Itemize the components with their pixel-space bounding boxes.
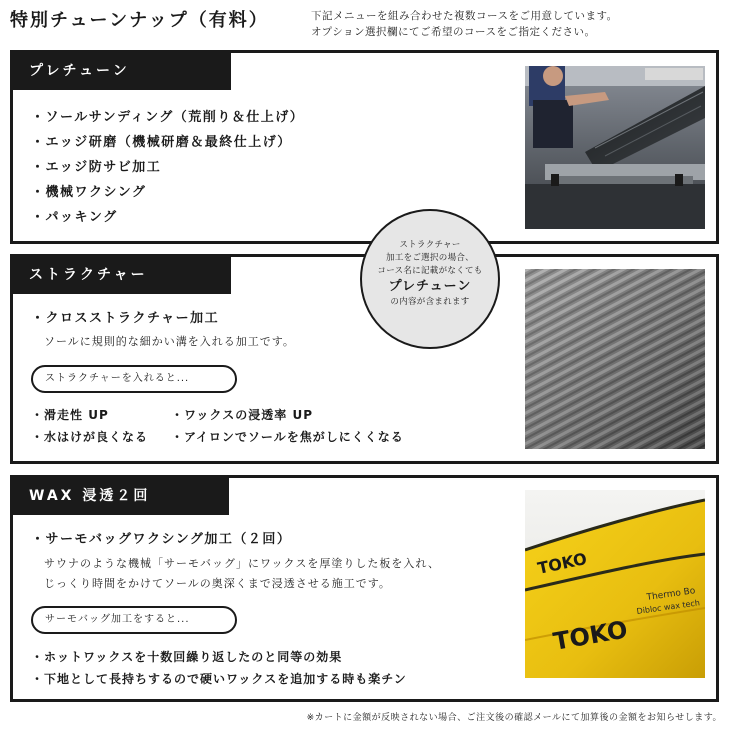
structure-benefit-pill: ストラクチャーを入れると... [31, 365, 237, 393]
bubble-highlight: プレチューン [388, 279, 472, 294]
section-wax [10, 475, 719, 702]
bubble-line: ストラクチャー [399, 240, 461, 250]
bag-label: Dibloc wax tech [636, 598, 701, 616]
bubble-line: 加工をご選択の場合、 [385, 253, 474, 263]
info-bubble [360, 209, 500, 349]
structure-sole-photo [525, 269, 705, 449]
section-tab-structure: ストラクチャー [13, 257, 231, 294]
page-title: 特別チューンナップ（有料） [10, 10, 269, 31]
footnote: ※カートに金額が反映されない場合、ご注文後の確認メールにて加算後の金額をお知らせします。 [306, 713, 722, 723]
list-item: ・ 機械ワクシング [31, 180, 304, 205]
wax-benefit-pill: サーモバッグ加工をすると... [31, 606, 237, 634]
list-item: ・ エッジ研磨（機械研磨＆最終仕上げ） [31, 130, 304, 155]
brand-text: TOKO [535, 548, 589, 578]
wax-list [31, 530, 291, 550]
structure-description: ソールに規則的な細かい溝を入れる加工です。 [44, 335, 295, 348]
benefit-item: ・ 水はけが良くなる [31, 428, 148, 445]
structure-list [31, 309, 219, 329]
benefit-item: ・ アイロンでソールを焦がしにくくなる [171, 428, 404, 445]
header-desc-line: 下記メニューを組み合わせた複数コースをご用意しています。 [311, 10, 618, 22]
wax-description-line: じっくり時間をかけてソールの奥深くまで浸透させる施工です。 [44, 577, 391, 590]
bubble-line: の内容が含まれます [390, 297, 470, 307]
benefit-item: ・ ホットワックスを十数回繰り返したのと同等の効果 [31, 648, 342, 665]
bag-label: Thermo Bo [646, 586, 697, 603]
list-item: ・ パッキング [31, 205, 304, 230]
benefit-item: ・ 滑走性 UP [31, 406, 109, 423]
bubble-line: コース名に記載がなくても [377, 266, 483, 276]
section-tab-wax: WAX 浸透２回 [13, 478, 229, 515]
tuning-machine-photo [525, 66, 705, 229]
list-item: ・ ソールサンディング（荒削り＆仕上げ） [31, 105, 304, 130]
header-desc-line: オプション選択欄にてご希望のコースをご指定ください。 [311, 26, 596, 38]
section-tab-pretune: プレチューン [13, 53, 231, 90]
list-item: ・ サーモバッグワクシング加工（２回） [31, 530, 291, 550]
thermo-bag-photo [525, 490, 705, 678]
benefit-item: ・ 下地として長持ちするので硬いワックスを追加する時も楽チン [31, 670, 407, 687]
brand-text: TOKO [551, 615, 630, 656]
list-item: ・ エッジ防サビ加工 [31, 155, 304, 180]
benefit-item: ・ ワックスの浸透率 UP [171, 406, 313, 423]
list-item: ・ クロスストラクチャー加工 [31, 309, 219, 329]
pretune-list [31, 105, 304, 230]
wax-description-line: サウナのような機械「サーモバッグ」にワックスを厚塗りした板を入れ、 [44, 557, 440, 570]
header-description [311, 8, 618, 40]
